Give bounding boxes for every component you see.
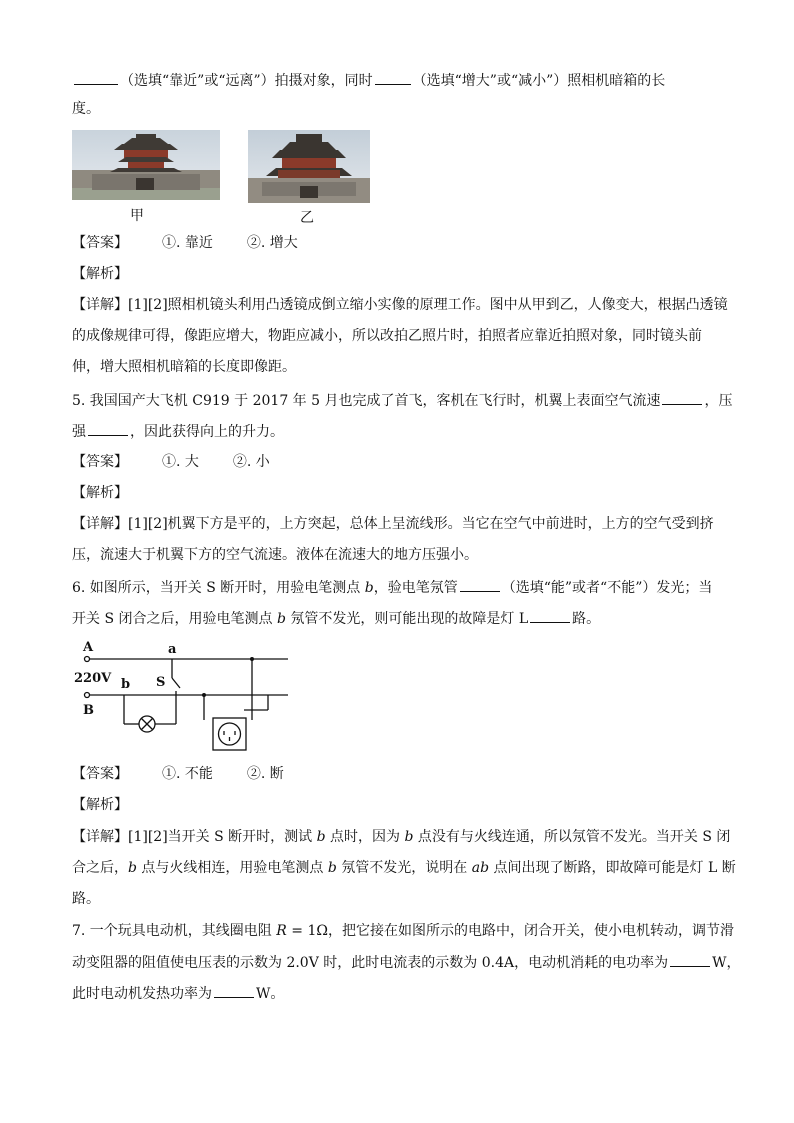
caption-jia: 甲 — [130, 208, 144, 224]
answer-blank — [214, 983, 254, 998]
q6-detail-line-1: 【详解】[1][2]当开关 S 断开时，测试 b 点时，因为 b 点没有与火线连通，所以氖管不发光。当开关 S 闭 — [72, 829, 731, 845]
q6-detail-line-3: 路。 — [72, 891, 100, 907]
q7-line-3: 此时电动机发热功率为 W。 — [72, 983, 284, 1004]
circuit-label-B: B — [83, 703, 94, 718]
q5-line-2: 强 ，因此获得向上的升力。 — [72, 421, 284, 442]
circuit-label-a: a — [168, 642, 177, 657]
q5-analysis-tag: 【解析】 — [72, 485, 128, 501]
answer-blank — [662, 390, 702, 405]
answer-blank — [74, 70, 118, 85]
answer-blank — [670, 952, 710, 967]
q7-line-1: 7. 一个玩具电动机，其线圈电阻 R = 1Ω，把它接在如图所示的电路中，闭合开关，使小电机转动，调节滑 — [72, 923, 734, 939]
photo-jia — [72, 130, 220, 200]
answer-blank — [88, 421, 128, 436]
answer-blank — [460, 577, 500, 592]
circuit-label-A: A — [83, 640, 94, 655]
photo-yi — [248, 130, 370, 203]
q6-line-2: 开关 S 闭合之后，用验电笔测点 b 氖管不发光，则可能出现的故障是灯 L 路。 — [72, 608, 600, 629]
answer-blank — [530, 608, 570, 623]
circuit-label-b: b — [121, 677, 131, 692]
q6-analysis-tag: 【解析】 — [72, 797, 128, 813]
q4-detail-line-3: 伸，增大照相机暗箱的长度即像距。 — [72, 359, 296, 375]
circuit-label-S: S — [156, 675, 166, 690]
q5-detail-line-2: 压，流速大于机翼下方的空气流速。液体在流速大的地方压强小。 — [72, 547, 478, 563]
q6-detail-line-2: 合之后，b 点与火线相连，用验电笔测点 b 氖管不发光，说明在 ab 点间出现了断路，即故障可能是灯 L 断 — [72, 860, 736, 876]
caption-yi: 乙 — [300, 210, 314, 226]
q4-line-2: 度。 — [72, 101, 100, 117]
circuit-diagram — [72, 638, 302, 754]
q4-line-1: （选填“靠近”或“远离”）拍摄对象，同时 （选填“增大”或“减小”）照相机暗箱的长 — [72, 70, 665, 91]
circuit-label-220v: 220V — [74, 671, 112, 686]
q4-analysis-tag: 【解析】 — [72, 266, 128, 282]
answer-blank — [375, 70, 411, 85]
q4-detail-line-2: 的成像规律可得，像距应增大，物距应减小，所以改拍乙照片时，拍照者应靠近拍照对象，同时镜头前 — [72, 328, 702, 344]
q7-line-2: 动变阻器的阻值使电压表的示数为 2.0V 时，此时电流表的示数为 0.4A，电动机消耗的电功率为 W， — [72, 952, 741, 973]
q5-detail-line-1: 【详解】[1][2]机翼下方是平的，上方突起，总体上呈流线形。当它在空气中前进时，上方的空气受到挤 — [72, 516, 714, 532]
q6-answer: 【答案】 ①. 不能 ②. 断 — [72, 766, 284, 782]
q6-line-1: 6. 如图所示，当开关 S 断开时，用验电笔测点 b，验电笔氖管 （选填“能”或者“不能”）发光；当 — [72, 577, 712, 598]
q4-answer: 【答案】 ①. 靠近 ②. 增大 — [72, 235, 298, 251]
q4-detail-line-1: 【详解】[1][2]照相机镜头利用凸透镜成倒立缩小实像的原理工作。图中从甲到乙，人像变大，根据凸透镜 — [72, 297, 728, 313]
q5-line-1: 5. 我国国产大飞机 C919 于 2017 年 5 月也完成了首飞，客机在飞行时，机翼上表面空气流速 ，压 — [72, 390, 732, 411]
q5-answer: 【答案】 ①. 大 ②. 小 — [72, 454, 270, 470]
